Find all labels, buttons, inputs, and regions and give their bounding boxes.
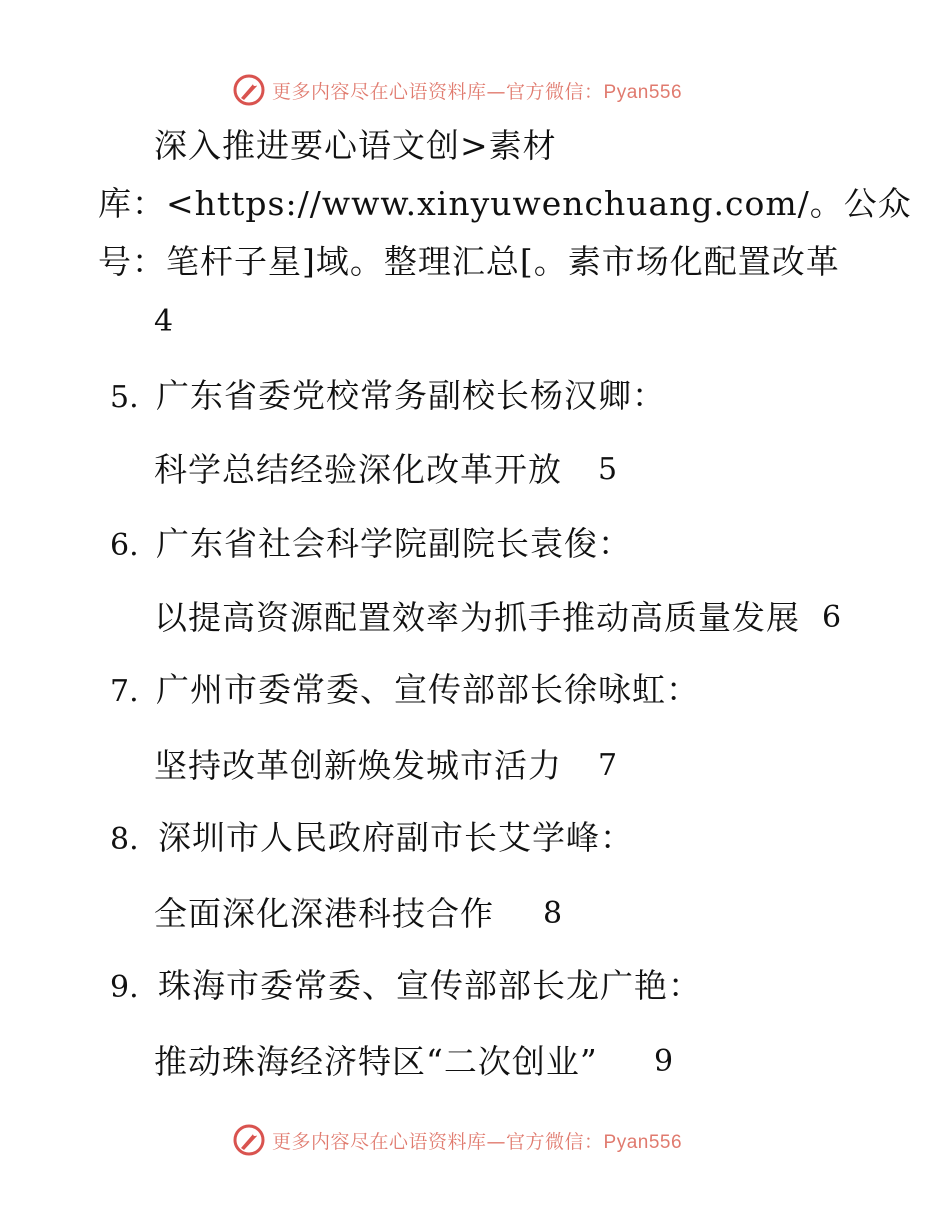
entry-title: 坚持改革创新焕发城市活力 xyxy=(154,746,562,785)
intro-page-number: 4 xyxy=(154,304,174,339)
entry-title: 全面深化深港科技合作 xyxy=(154,894,494,933)
entry-author: 珠海市委常委、宣传部部长龙广艳： xyxy=(158,966,702,1005)
entry-author: 深圳市人民政府副市长艾学峰： xyxy=(158,818,634,857)
entry-page-number: 8 xyxy=(543,896,563,931)
watermark-banner-top xyxy=(232,72,682,108)
entry-page-number: 5 xyxy=(598,452,618,487)
entry-number: 9. xyxy=(110,970,139,1005)
pen-logo-icon xyxy=(232,73,266,107)
watermark-banner-bottom xyxy=(232,1122,682,1158)
entry-number: 6. xyxy=(110,528,139,563)
entry-page-number: 7 xyxy=(598,748,618,783)
intro-line-1: 深入推进要心语文创>素材 xyxy=(154,126,557,165)
entry-title: 推动珠海经济特区“二次创业” xyxy=(154,1042,598,1081)
entry-page-number: 9 xyxy=(654,1044,674,1079)
entry-number: 7. xyxy=(110,674,139,709)
watermark-text: 更多内容尽在心语资料库—官方微信：Pyan556 xyxy=(272,1130,683,1153)
entry-title: 以提高资源配置效率为抓手推动高质量发展 xyxy=(154,598,800,637)
entry-title: 科学总结经验深化改革开放 xyxy=(154,450,562,489)
intro-line-2: 库：<https://www.xinyuwenchuang.com/。公众 xyxy=(98,184,912,223)
pen-logo-icon xyxy=(232,1123,266,1157)
entry-author: 广东省委党校常务副校长杨汉卿： xyxy=(156,376,666,415)
entry-number: 5. xyxy=(110,380,139,415)
entry-number: 8. xyxy=(110,822,139,857)
entry-page-number: 6 xyxy=(822,600,842,635)
intro-line-3: 号：笔杆子星]域。整理汇总[。素市场化配置改革 xyxy=(98,242,840,281)
watermark-text: 更多内容尽在心语资料库—官方微信：Pyan556 xyxy=(272,80,683,103)
entry-author: 广东省社会科学院副院长袁俊： xyxy=(156,524,632,563)
entry-author: 广州市委常委、宣传部部长徐咏虹： xyxy=(156,670,700,709)
